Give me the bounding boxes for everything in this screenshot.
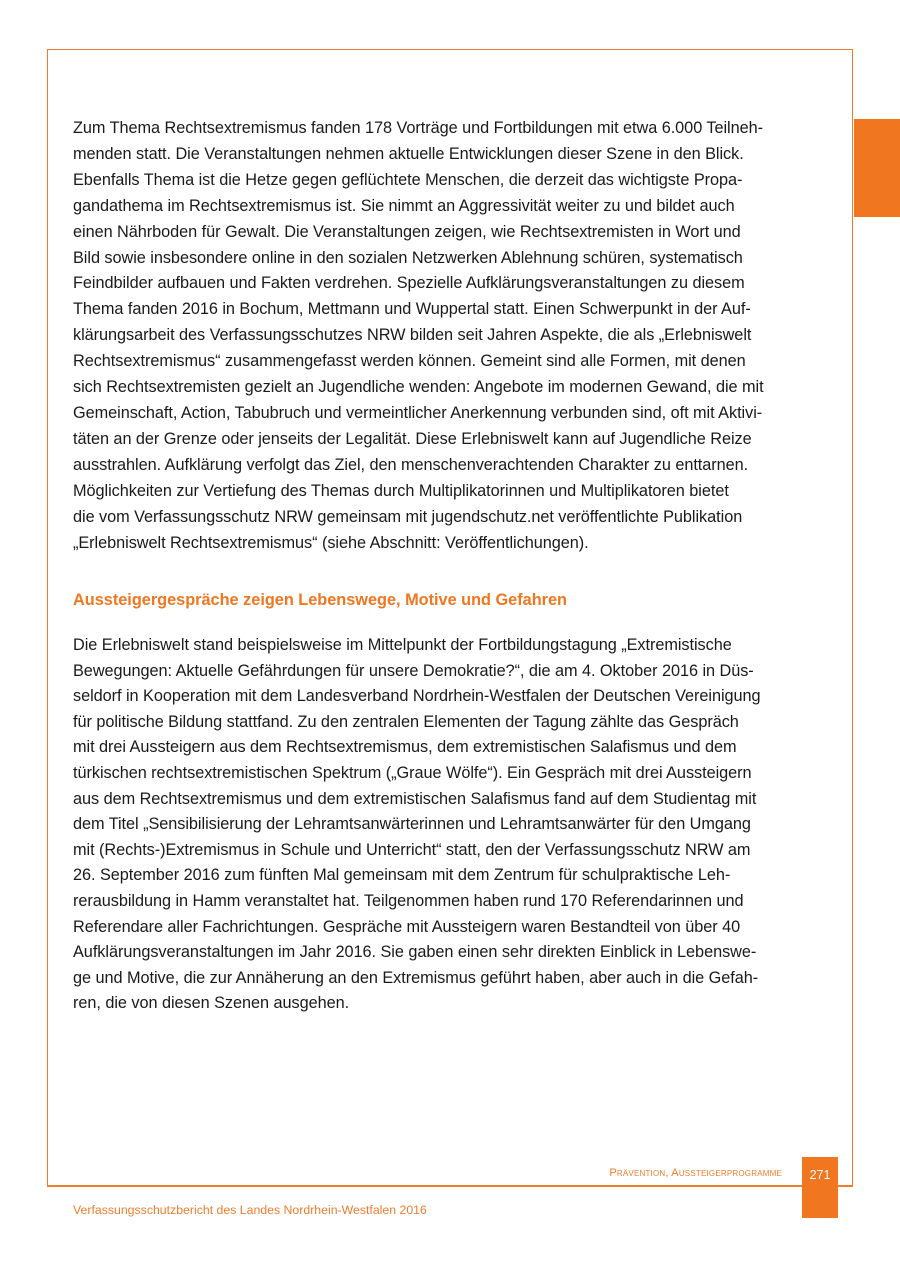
text-line: gandathema im Rechtsextremismus ist. Sie nimmt an Aggressivität weiter zu und bildet auch [73,196,735,215]
text-line: 26. September 2016 zum fünften Mal gemeinsam mit dem Zentrum für schulpraktische Leh- [73,866,731,885]
text-line: für politische Bildung stattfand. Zu den zentralen Elementen der Tagung zählte das Gespräch [73,712,739,731]
text-line: aus dem Rechtsextremismus und dem extremistischen Salafismus fand auf dem Studientag mit [73,789,757,808]
text-line: ren, die von diesen Szenen ausgehen. [73,994,350,1013]
text-line: seldorf in Kooperation mit dem Landesverband Nordrhein-Westfalen der Deutschen Vereinigung [73,687,761,706]
paragraph-1 [73,116,764,556]
text-line: mit (Rechts-)Extremismus in Schule und Unterricht“ statt, den der Verfassungsschutz NRW am [73,840,751,859]
text-line: sich Rechtsextremisten gezielt an Jugendliche wenden: Angebote im modernen Gewand, die mit [73,378,764,397]
text-line: täten an der Grenze oder jenseits der Legalität. Diese Erlebniswelt kann auf Jugendliche Reize [73,429,752,448]
text-line: ge und Motive, die zur Annäherung an den Extremismus geführt haben, aber auch in die Gefah- [73,968,759,987]
text-line: einen Nährboden für Gewalt. Die Veranstaltungen zeigen, wie Rechtsextremisten in Wort und [73,222,741,241]
text-line: Die Erlebniswelt stand beispielsweise im Mittelpunkt der Fortbildungstagung „Extremistische [73,636,732,654]
paragraph-2 [73,633,761,1017]
text-line: Rechtsextremismus“ zusammengefasst werden können. Gemeint sind alle Formen, mit denen [73,352,746,371]
text-line: Referendare aller Fachrichtungen. Gespräche mit Aussteigern waren Bestandteil von über 40 [73,917,741,936]
text-line: „Erlebniswelt Rechtsextremismus“ (siehe Abschnitt: Veröffentlichungen). [73,533,589,552]
text-line: Zum Thema Rechtsextremismus fanden 178 Vorträge und Fortbildungen mit etwa 6.000 Teilneh- [73,119,763,137]
text-line: klärungsarbeit des Verfassungsschutzes NRW bilden seit Jahren Aspekte, die als „Erlebniswelt [73,326,752,345]
text-line: mit drei Aussteigern aus dem Rechtsextremismus, dem extremistischen Salafismus und dem [73,738,737,757]
page-number-box [802,1157,838,1218]
text-line: Thema fanden 2016 in Bochum, Mettmann und Wuppertal statt. Einen Schwerpunkt in der Auf- [73,300,751,319]
text-line: dem Titel „Sensibilisierung der Lehramtsanwärterinnen und Lehramtsanwärter für den Umgang [73,815,751,834]
page-number: 271 [809,1168,831,1182]
text-line: Bewegungen: Aktuelle Gefährdungen für unsere Demokratie?“, die am 4. Oktober 2016 in Düs- [73,661,754,680]
text-line: Aufklärungsveranstaltungen im Jahr 2016. Sie gaben einen sehr direkten Einblick in Lebenswe- [73,943,757,962]
text-line: Feindbilder aufbauen und Fakten verdrehen. Spezielle Aufklärungsveranstaltungen zu diesem [73,274,745,293]
text-line: türkischen rechtsextremistischen Spektrum („Graue Wölfe“). Ein Gespräch mit drei Aussteigern [73,763,752,782]
running-header-section: Prävention, Aussteigerprogramme [609,1167,782,1179]
text-line: Ebenfalls Thema ist die Hetze gegen geflüchtete Menschen, die derzeit das wichtigste Propa- [73,170,743,189]
section-heading: Aussteigergespräche zeigen Lebenswege, Motive und Gefahren [73,591,567,609]
chapter-tab-marker [854,119,900,217]
text-line: menden statt. Die Veranstaltungen nehmen aktuelle Entwicklungen dieser Szene in den Blick. [73,144,744,163]
text-line: ausstrahlen. Aufklärung verfolgt das Ziel, den menschenverachtenden Charakter zu enttarnen. [73,455,749,474]
text-line: rerausbildung in Hamm veranstaltet hat. Teilgenommen haben rund 170 Referendarinnen und [73,891,744,910]
text-line: die vom Verfassungsschutz NRW gemeinsam mit jugendschutz.net veröffentlichte Publikation [73,507,743,526]
text-line: Möglichkeiten zur Vertiefung des Themas durch Multiplikatorinnen und Multiplikatoren bietet [73,481,729,500]
text-line: Gemeinschaft, Action, Tabubruch und vermeintlicher Anerkennung verbunden sind, oft mit Aktivi- [73,403,763,422]
publication-footer: Verfassungsschutzbericht des Landes Nordrhein-Westfalen 2016 [73,1203,427,1217]
text-line: Bild sowie insbesondere online in den sozialen Netzwerken Ablehnung schüren, systematisch [73,248,743,267]
